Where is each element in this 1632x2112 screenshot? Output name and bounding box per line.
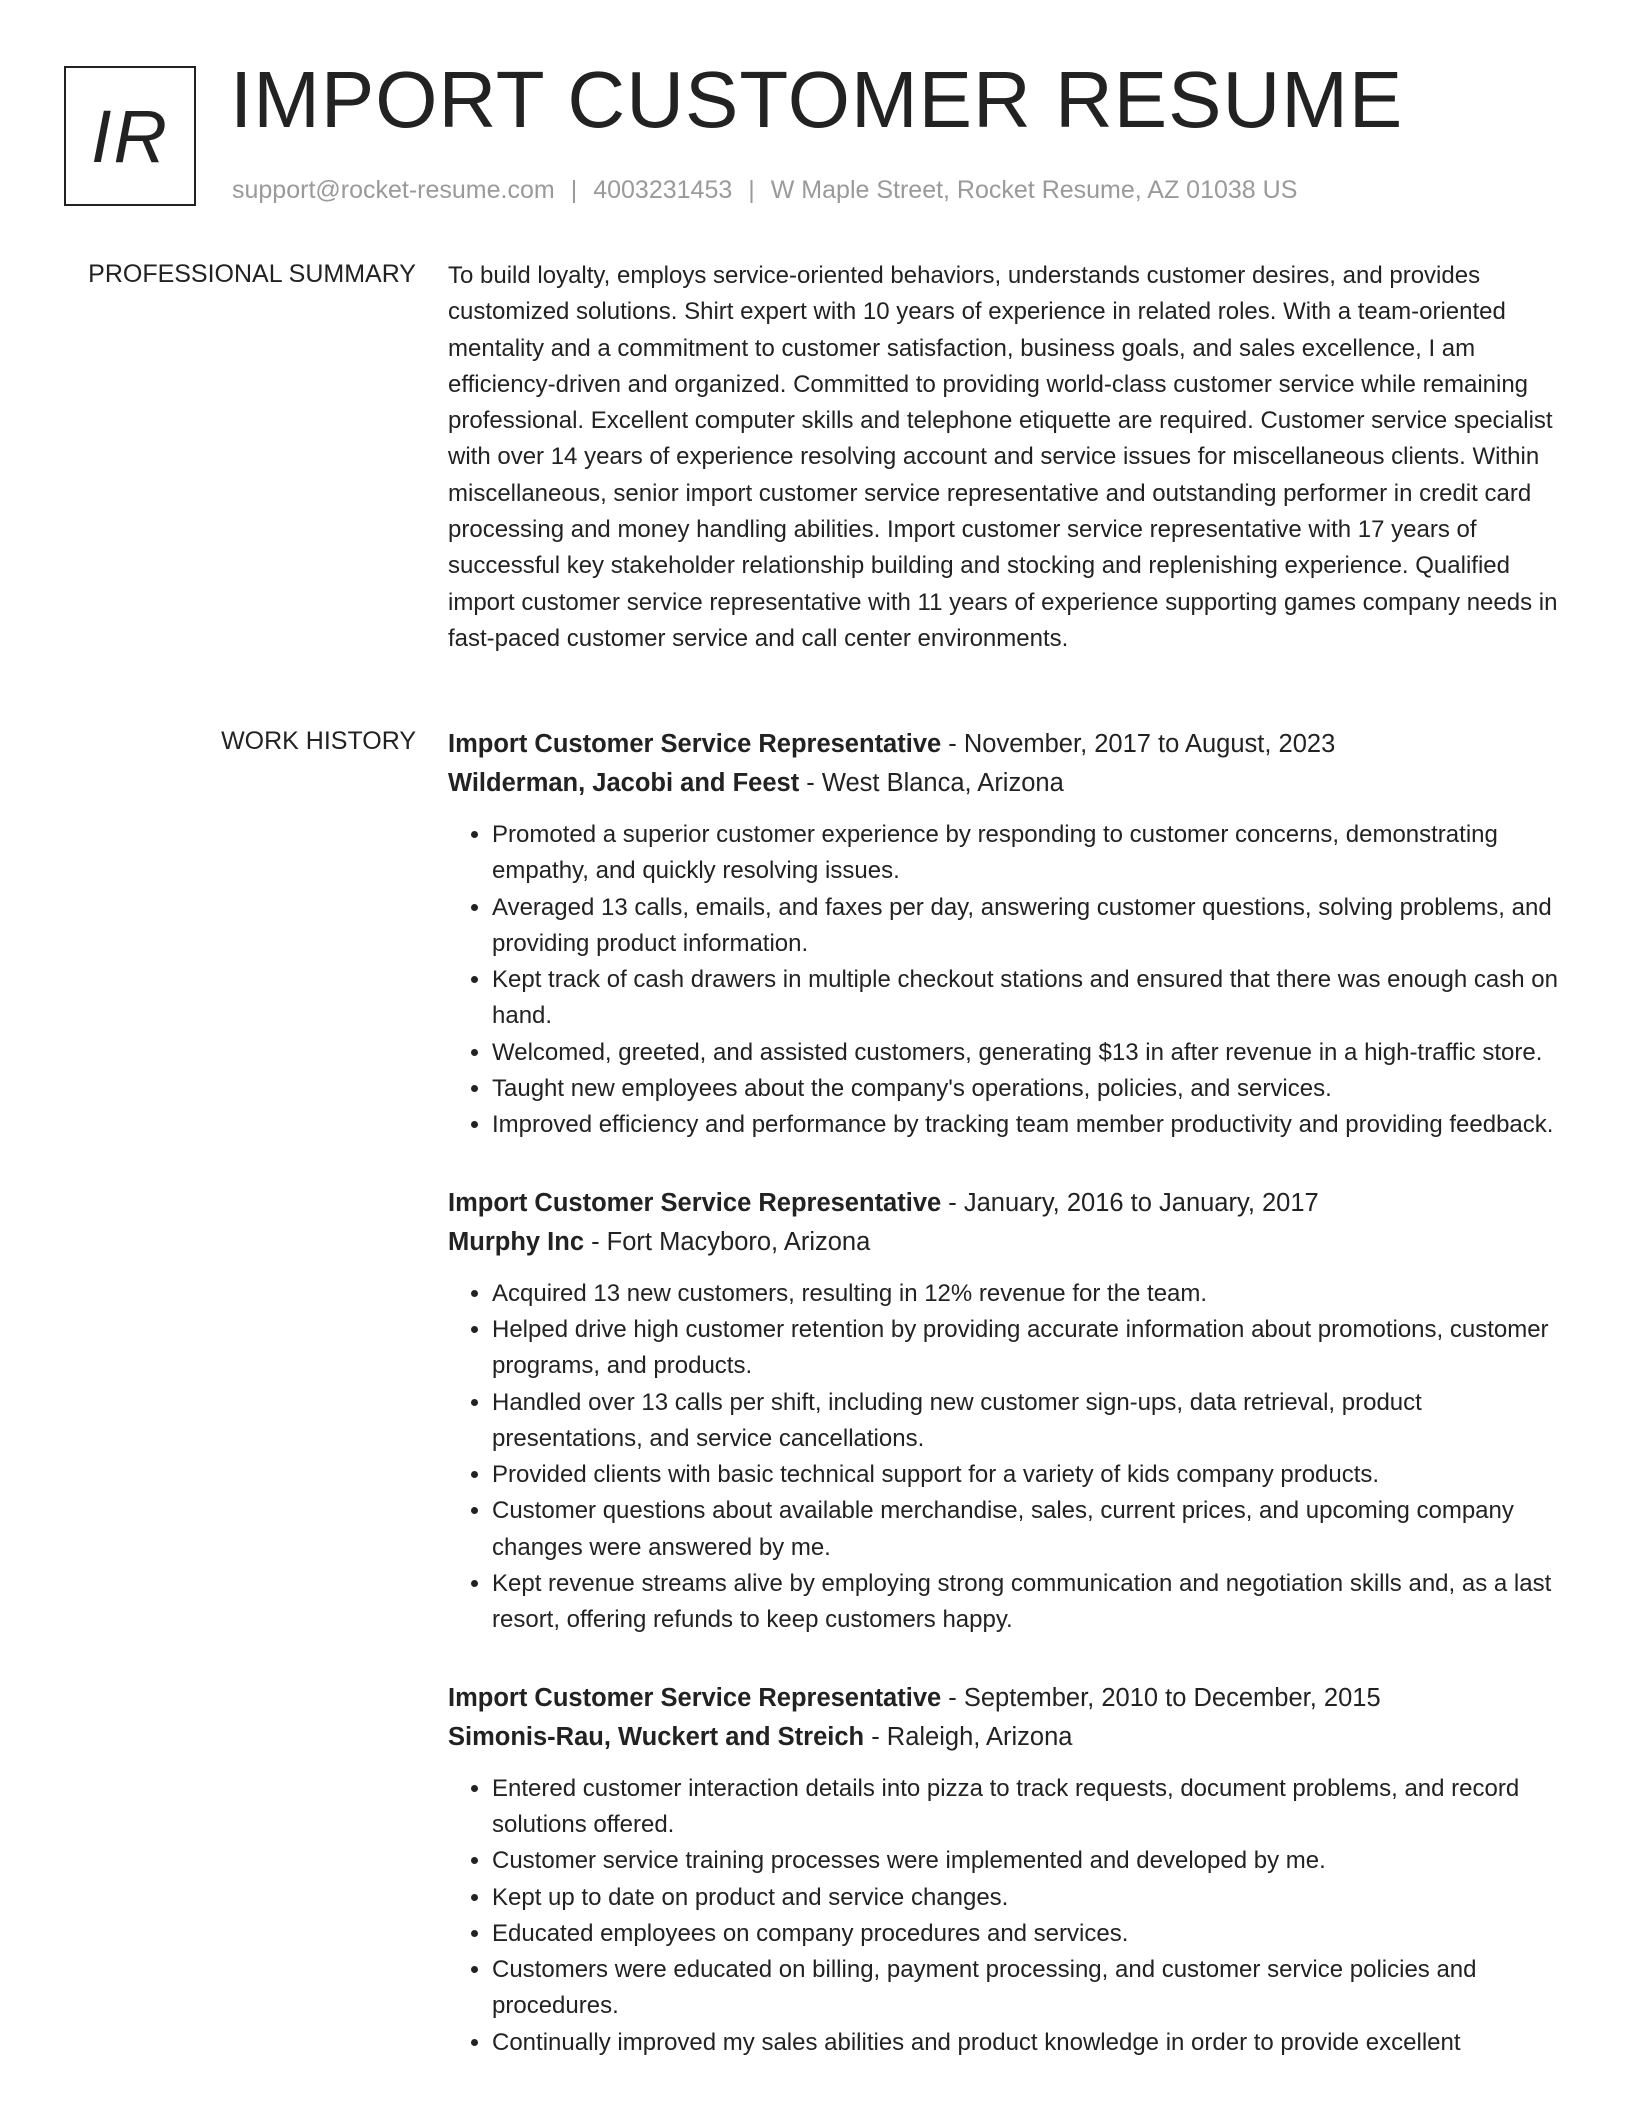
job-location: - Fort Macyboro, Arizona [584, 1227, 871, 1256]
job-company: Simonis-Rau, Wuckert and Streich [448, 1722, 865, 1751]
job-location: - Raleigh, Arizona [864, 1722, 1073, 1751]
job-bullet: • Kept track of cash drawers in multiple checkout stations and ensured that there was enough cash on hand. [492, 962, 1568, 1035]
job-bullet: • Helped drive high customer retention by providing accurate information about promotions, customer programs, and products. [492, 1312, 1568, 1385]
section-label-work-history: WORK HISTORY [221, 727, 416, 755]
summary-body [448, 258, 1568, 657]
job-bullet: • Continually improved my sales abilities and product knowledge in order to provide excellent [492, 2025, 1568, 2061]
job-dates: - September, 2010 to December, 2015 [941, 1683, 1381, 1712]
job-company: Wilderman, Jacobi and Feest [448, 769, 800, 797]
contact-address: W Maple Street, Rocket Resume, AZ 01038 US [770, 176, 1298, 204]
contact-phone[interactable]: 4003231453 [593, 176, 733, 204]
job-bullet: • Customers were educated on billing, payment processing, and customer service policies and procedures. [492, 1952, 1568, 2025]
job-bullet: • Handled over 13 calls per shift, including new customer sign-ups, data retrieval, product presentations, and service cancellations. [492, 1385, 1568, 1458]
job-title-line [448, 725, 1568, 764]
job-bullet: • Entered customer interaction details into pizza to track requests, document problems, and record solutions offered. [492, 1771, 1568, 1844]
job-title: Import Customer Service Representative [448, 1188, 942, 1217]
job-title: Import Customer Service Representative [448, 1683, 942, 1712]
contact-separator: | [570, 176, 578, 204]
monogram-logo: IR [64, 66, 196, 206]
job-title: Import Customer Service Representative [448, 730, 942, 758]
job-bullets [448, 1771, 1568, 2061]
job-bullet: • Provided clients with basic technical support for a variety of kids company products. [492, 1457, 1568, 1493]
job-title-line [448, 1184, 1568, 1223]
job-bullet: • Taught new employees about the company's operations, policies, and services. [492, 1071, 1568, 1107]
job-bullet: • Averaged 13 calls, emails, and faxes per day, answering customer questions, solving problems, and providing product information. [492, 890, 1568, 963]
section-label-summary: PROFESSIONAL SUMMARY [88, 260, 416, 288]
job-company-line [448, 1718, 1568, 1757]
job-bullet: • Kept up to date on product and service changes. [492, 1880, 1568, 1916]
job-bullets [448, 817, 1568, 1144]
job-title-line [448, 1679, 1568, 1718]
work-history-body [448, 725, 1568, 2101]
contact-separator: | [748, 176, 755, 204]
job-dates: - November, 2017 to August, 2023 [941, 730, 1336, 758]
job-company-line [448, 1223, 1568, 1262]
summary-text: To build loyalty, employs service-oriented behaviors, understands customer desires, and provides customized solutions. Shirt expert with 10 years of experience in related roles. With a team-oriented mentality and a commitment to customer satisfaction, business goals, and sales excellence, I am efficiency-driven and organized. Committed to providing world-class customer service while remaining professional. Excellent computer skills and telephone etiquette are required. Customer service specialist with over 14 years of experience resolving account and service issues for miscellaneous clients. Within miscellaneous, senior import customer service representative and outstanding performer in credit card processing and money handling abilities. Import customer service representative with 17 years of successful key stakeholder relationship building and stocking and replenishing experience. Qualified import customer service representative with 11 years of experience supporting games company needs in fast-paced customer service and call center environments. [448, 262, 1558, 652]
job-bullet: • Acquired 13 new customers, resulting in 12% revenue for the team. [492, 1276, 1568, 1312]
job-bullet: • Improved efficiency and performance by tracking team member productivity and providing feedback. [492, 1107, 1568, 1143]
contact-email[interactable]: support@rocket-resume.com [232, 176, 555, 204]
resume-title: IMPORT CUSTOMER RESUME [230, 55, 1404, 144]
job-entry [448, 1184, 1568, 1639]
job-company-line [448, 764, 1568, 803]
job-location: - West Blanca, Arizona [799, 769, 1064, 797]
job-bullet: • Customer service training processes were implemented and developed by me. [492, 1843, 1568, 1879]
job-entry [448, 1679, 1568, 2061]
contact-line [232, 176, 1297, 205]
job-dates: - January, 2016 to January, 2017 [941, 1188, 1319, 1217]
job-bullet: • Customer questions about available merchandise, sales, current prices, and upcoming company changes were answered by me. [492, 1493, 1568, 1566]
job-bullet: • Welcomed, greeted, and assisted customers, generating $13 in after revenue in a high-traffic store. [492, 1035, 1568, 1071]
job-bullet: • Promoted a superior customer experience by responding to customer concerns, demonstrating empathy, and quickly resolving issues. [492, 817, 1568, 890]
job-bullets [448, 1276, 1568, 1639]
job-bullet: • Educated employees on company procedures and services. [492, 1916, 1568, 1952]
job-bullet: • Kept revenue streams alive by employing strong communication and negotiation skills and, as a last resort, offering refunds to keep customers happy. [492, 1566, 1568, 1639]
job-company: Murphy Inc [448, 1227, 585, 1256]
job-entry [448, 725, 1568, 1144]
